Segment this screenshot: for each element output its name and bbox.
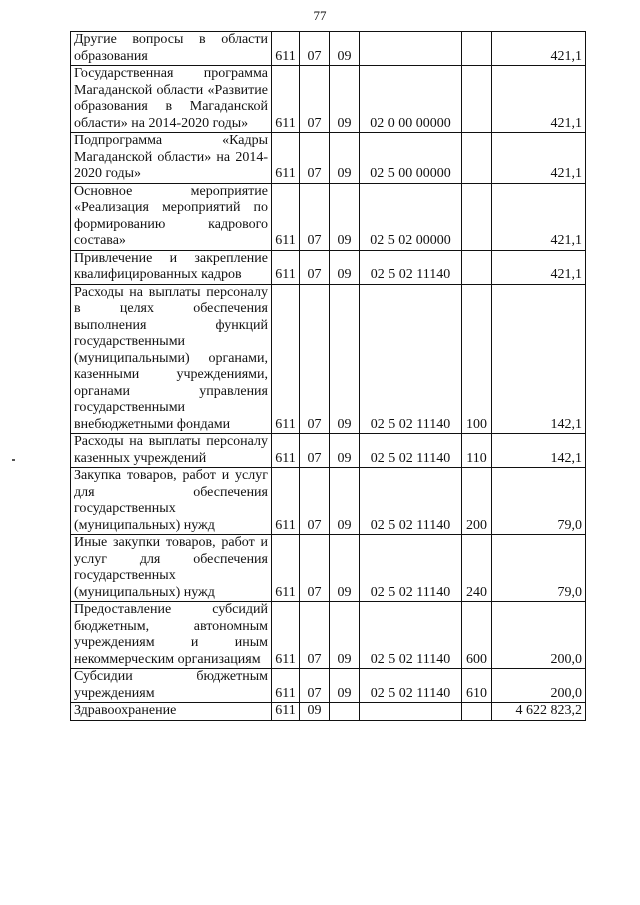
subsection-code-cell: 09 — [330, 669, 360, 703]
target-article-cell: 02 5 00 00000 — [360, 133, 462, 184]
section-code-cell: 07 — [300, 434, 330, 468]
ministry-code-cell: 611 — [272, 669, 300, 703]
table-row — [71, 183, 586, 250]
expense-type-cell — [462, 703, 492, 721]
table-body — [71, 32, 586, 721]
ministry-code-cell: 611 — [272, 32, 300, 66]
ministry-code-cell: 611 — [272, 703, 300, 721]
expense-type-cell — [462, 183, 492, 250]
row-name-cell: Расходы на выплаты персоналу в целях обеспечения выполнения функций государственными (муниципальными) органами, казенными учреждениями, органами управления государственными внебюджетными фондами — [71, 284, 272, 434]
expense-type-cell: 600 — [462, 602, 492, 669]
expense-type-cell: 240 — [462, 535, 492, 602]
expense-type-cell — [462, 250, 492, 284]
amount-cell: 421,1 — [492, 183, 586, 250]
ministry-code-cell: 611 — [272, 66, 300, 133]
table-row — [71, 468, 586, 535]
target-article-cell: 02 5 02 11140 — [360, 284, 462, 434]
subsection-code-cell: 09 — [330, 602, 360, 669]
section-code-cell: 07 — [300, 468, 330, 535]
subsection-code-cell — [330, 703, 360, 721]
row-name-cell: Подпрограмма «Кадры Магаданской области» на 2014-2020 годы» — [71, 133, 272, 184]
expense-type-cell — [462, 32, 492, 66]
subsection-code-cell: 09 — [330, 434, 360, 468]
expense-type-cell: 200 — [462, 468, 492, 535]
target-article-cell — [360, 703, 462, 721]
section-code-cell: 07 — [300, 66, 330, 133]
expense-type-cell: 610 — [462, 669, 492, 703]
section-code-cell: 07 — [300, 32, 330, 66]
amount-cell: 79,0 — [492, 468, 586, 535]
row-name-cell: Предоставление субсидий бюджетным, автономным учреждениям и иным некоммерческим организациям — [71, 602, 272, 669]
target-article-cell: 02 5 02 11140 — [360, 434, 462, 468]
table-row — [71, 535, 586, 602]
target-article-cell — [360, 32, 462, 66]
subsection-code-cell: 09 — [330, 468, 360, 535]
target-article-cell: 02 5 02 11140 — [360, 669, 462, 703]
budget-table — [70, 31, 586, 721]
ministry-code-cell: 611 — [272, 535, 300, 602]
row-name-cell: Привлечение и закрепление квалифицированных кадров — [71, 250, 272, 284]
page-number: 77 — [313, 8, 327, 23]
ministry-code-cell: 611 — [272, 133, 300, 184]
subsection-code-cell: 09 — [330, 183, 360, 250]
table-row — [71, 602, 586, 669]
stray-mark — [12, 459, 15, 461]
target-article-cell: 02 5 02 11140 — [360, 535, 462, 602]
table-row — [71, 133, 586, 184]
row-name-cell: Здравоохранение — [71, 703, 272, 721]
target-article-cell: 02 5 02 11140 — [360, 602, 462, 669]
subsection-code-cell: 09 — [330, 284, 360, 434]
subsection-code-cell: 09 — [330, 133, 360, 184]
subsection-code-cell: 09 — [330, 66, 360, 133]
subsection-code-cell: 09 — [330, 250, 360, 284]
amount-cell: 200,0 — [492, 669, 586, 703]
table-row — [71, 703, 586, 721]
target-article-cell: 02 0 00 00000 — [360, 66, 462, 133]
amount-cell: 421,1 — [492, 66, 586, 133]
row-name-cell: Государственная программа Магаданской области «Развитие образования в Магаданской области» на 2014-2020 годы» — [71, 66, 272, 133]
subsection-code-cell: 09 — [330, 32, 360, 66]
row-name-cell: Другие вопросы в области образования — [71, 32, 272, 66]
amount-cell: 200,0 — [492, 602, 586, 669]
row-name-cell: Основное мероприятие «Реализация мероприятий по формированию кадрового состава» — [71, 183, 272, 250]
amount-cell: 421,1 — [492, 250, 586, 284]
section-code-cell: 07 — [300, 250, 330, 284]
table-row — [71, 66, 586, 133]
row-name-cell: Субсидии бюджетным учреждениям — [71, 669, 272, 703]
target-article-cell: 02 5 02 11140 — [360, 468, 462, 535]
section-code-cell: 07 — [300, 535, 330, 602]
expense-type-cell — [462, 133, 492, 184]
expense-type-cell — [462, 66, 492, 133]
table-row — [71, 669, 586, 703]
target-article-cell: 02 5 02 00000 — [360, 183, 462, 250]
subsection-code-cell: 09 — [330, 535, 360, 602]
expense-type-cell: 110 — [462, 434, 492, 468]
table-row — [71, 250, 586, 284]
amount-cell: 142,1 — [492, 434, 586, 468]
amount-cell: 4 622 823,2 — [492, 703, 586, 721]
target-article-cell: 02 5 02 11140 — [360, 250, 462, 284]
section-code-cell: 09 — [300, 703, 330, 721]
ministry-code-cell: 611 — [272, 250, 300, 284]
amount-cell: 421,1 — [492, 32, 586, 66]
ministry-code-cell: 611 — [272, 602, 300, 669]
amount-cell: 142,1 — [492, 284, 586, 434]
row-name-cell: Расходы на выплаты персоналу казенных учреждений — [71, 434, 272, 468]
section-code-cell: 07 — [300, 669, 330, 703]
row-name-cell: Иные закупки товаров, работ и услуг для обеспечения государственных (муниципальных) нужд — [71, 535, 272, 602]
section-code-cell: 07 — [300, 284, 330, 434]
ministry-code-cell: 611 — [272, 434, 300, 468]
table-row — [71, 284, 586, 434]
row-name-cell: Закупка товаров, работ и услуг для обеспечения государственных (муниципальных) нужд — [71, 468, 272, 535]
table-row — [71, 434, 586, 468]
section-code-cell: 07 — [300, 133, 330, 184]
ministry-code-cell: 611 — [272, 468, 300, 535]
amount-cell: 79,0 — [492, 535, 586, 602]
section-code-cell: 07 — [300, 602, 330, 669]
table-row — [71, 32, 586, 66]
expense-type-cell: 100 — [462, 284, 492, 434]
amount-cell: 421,1 — [492, 133, 586, 184]
ministry-code-cell: 611 — [272, 284, 300, 434]
section-code-cell: 07 — [300, 183, 330, 250]
ministry-code-cell: 611 — [272, 183, 300, 250]
